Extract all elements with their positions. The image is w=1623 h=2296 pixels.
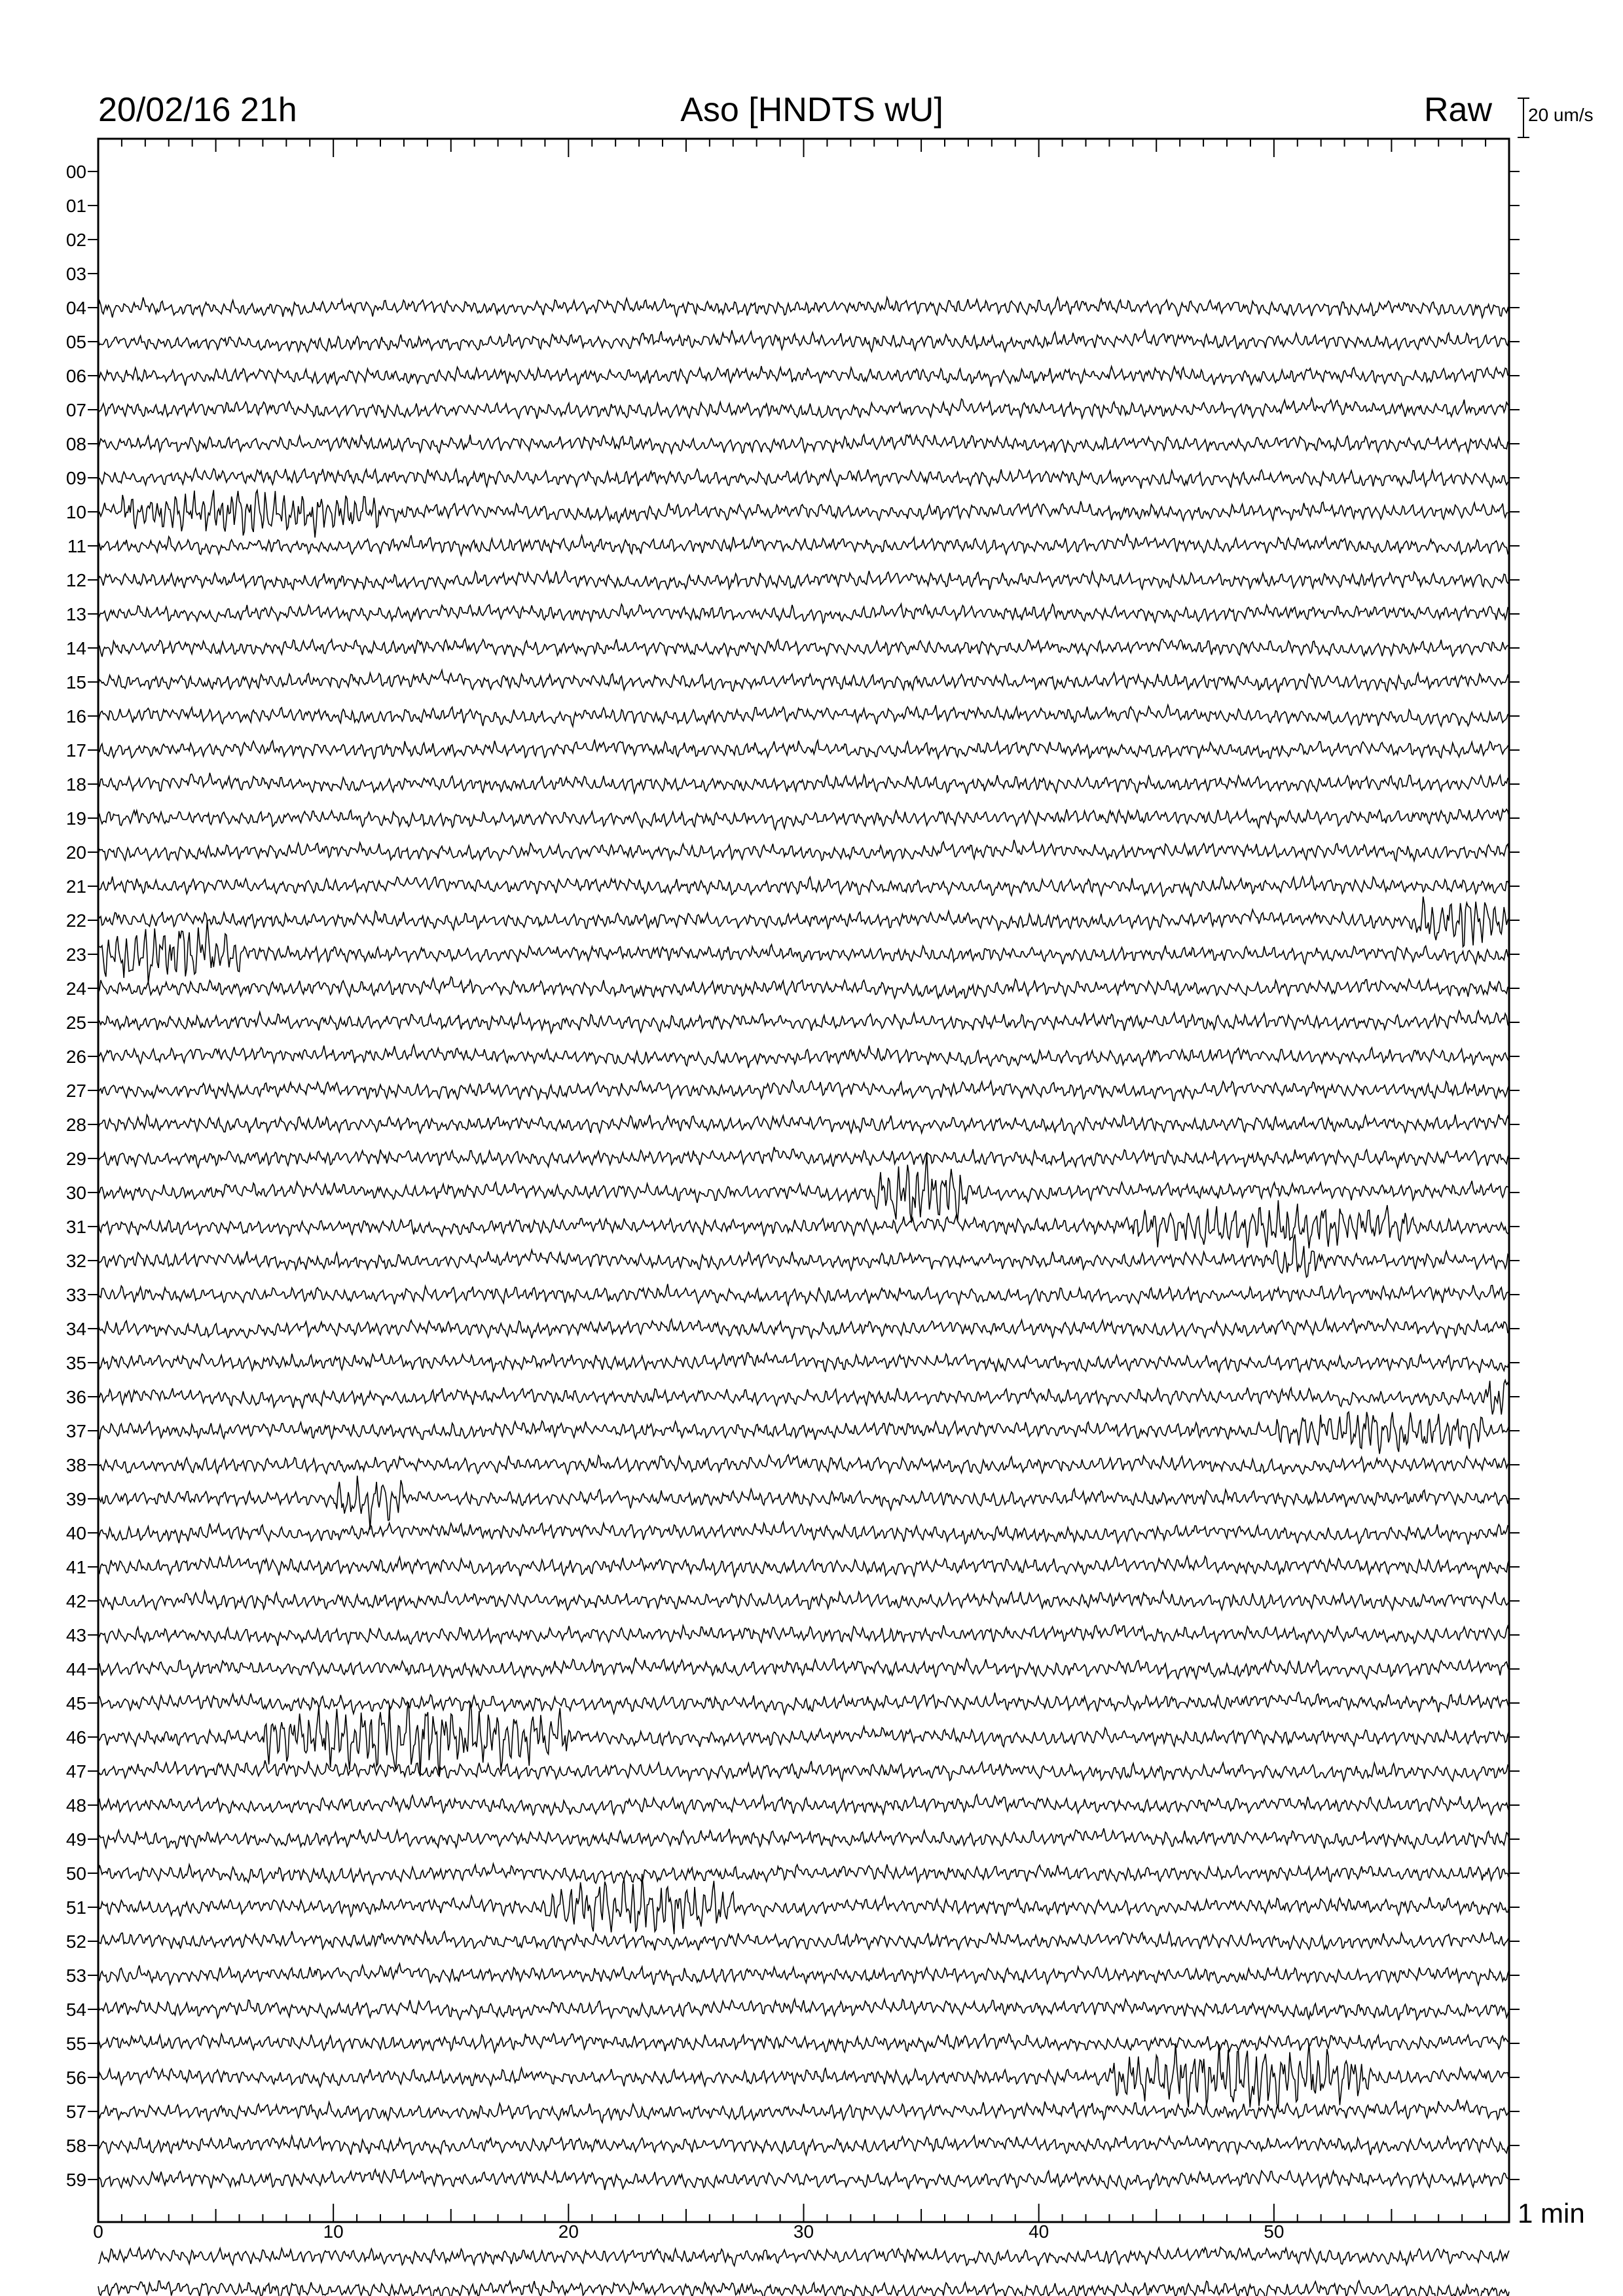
row-label: 34 xyxy=(65,1319,86,1339)
seismic-trace xyxy=(98,1522,1509,1545)
row-label: 36 xyxy=(65,1387,86,1407)
seismic-trace xyxy=(98,1829,1509,1849)
row-label: 47 xyxy=(65,1761,86,1782)
row-label: 44 xyxy=(65,1659,86,1679)
row-label: 09 xyxy=(65,468,86,488)
row-label: 12 xyxy=(65,570,86,590)
date-hour-label: 20/02/16 21h xyxy=(98,91,297,129)
seismic-trace xyxy=(98,2170,1509,2190)
x-tick-label: 30 xyxy=(793,2221,814,2242)
row-label: 55 xyxy=(65,2034,86,2054)
seismic-trace xyxy=(98,977,1509,998)
row-label: 02 xyxy=(65,230,86,250)
row-label: 28 xyxy=(65,1115,86,1135)
seismic-trace xyxy=(98,1081,1509,1101)
amplitude-scale-bar xyxy=(1518,98,1529,137)
seismic-trace xyxy=(98,1455,1509,1475)
row-label: 05 xyxy=(65,332,86,352)
seismic-trace xyxy=(98,1284,1509,1305)
seismic-trace xyxy=(98,1591,1509,1610)
row-label: 52 xyxy=(65,1931,86,1952)
seismic-trace xyxy=(98,1200,1509,1249)
row-label: 16 xyxy=(65,706,86,726)
seismic-trace xyxy=(98,2247,1509,2266)
seismic-trace xyxy=(98,1625,1509,1646)
row-label: 19 xyxy=(65,808,86,829)
seismic-trace xyxy=(98,533,1509,555)
seismic-trace xyxy=(98,876,1509,897)
seismic-trace xyxy=(98,897,1509,947)
row-label: 46 xyxy=(65,1727,86,1748)
row-label: 14 xyxy=(65,638,86,658)
x-tick-label: 40 xyxy=(1029,2221,1049,2242)
row-label: 32 xyxy=(65,1251,86,1271)
seismic-trace xyxy=(98,1556,1509,1579)
seismic-trace xyxy=(98,1319,1509,1338)
seismic-trace xyxy=(98,1045,1509,1067)
seismic-trace xyxy=(98,366,1509,387)
seismic-trace xyxy=(98,604,1509,623)
row-label: 23 xyxy=(65,944,86,965)
row-label: 50 xyxy=(65,1863,86,1884)
seismic-trace xyxy=(98,1874,1509,1934)
row-label: 35 xyxy=(65,1353,86,1373)
row-label: 03 xyxy=(65,264,86,284)
seismic-trace xyxy=(98,809,1509,829)
seismic-trace xyxy=(98,2043,1509,2108)
seismic-trace xyxy=(98,670,1509,693)
row-label: 17 xyxy=(65,740,86,761)
seismic-trace xyxy=(98,2136,1509,2155)
seismic-trace xyxy=(98,1658,1509,1679)
seismic-trace xyxy=(98,1380,1509,1415)
row-label: 13 xyxy=(65,604,86,624)
row-label: 10 xyxy=(65,502,86,522)
row-label: 29 xyxy=(65,1149,86,1169)
amplitude-scale-label: 20 um/s xyxy=(1528,105,1594,125)
row-label: 48 xyxy=(65,1795,86,1816)
row-label: 07 xyxy=(65,400,86,420)
seismic-trace xyxy=(98,331,1509,352)
row-label: 21 xyxy=(65,876,86,897)
station-title: Aso [HNDTS wU] xyxy=(680,91,943,129)
seismic-trace xyxy=(98,705,1509,726)
seismic-trace xyxy=(98,773,1509,794)
seismic-trace xyxy=(98,639,1509,657)
row-label: 51 xyxy=(65,1897,86,1918)
row-label: 58 xyxy=(65,2136,86,2156)
seismic-trace xyxy=(98,1115,1509,1134)
mode-label: Raw xyxy=(1423,91,1492,129)
seismic-trace xyxy=(98,1476,1509,1530)
row-label: 00 xyxy=(65,162,86,182)
row-label: 25 xyxy=(65,1013,86,1033)
seismic-trace xyxy=(98,1795,1509,1815)
seismic-trace xyxy=(98,435,1509,453)
seismic-trace xyxy=(98,571,1509,590)
row-label: 24 xyxy=(65,978,86,999)
row-label: 49 xyxy=(65,1829,86,1850)
x-tick-label: 50 xyxy=(1264,2221,1285,2242)
row-label: 06 xyxy=(65,366,86,386)
seismic-trace xyxy=(98,1011,1509,1033)
row-label: 37 xyxy=(65,1421,86,1441)
row-label: 22 xyxy=(65,910,86,931)
row-label: 56 xyxy=(65,2068,86,2088)
x-tick-label: 10 xyxy=(323,2221,344,2242)
plot-frame xyxy=(98,139,1509,2222)
row-label: 30 xyxy=(65,1183,86,1203)
seismic-trace xyxy=(98,1147,1509,1167)
row-label: 11 xyxy=(67,536,86,556)
row-label: 53 xyxy=(65,1965,86,1986)
row-label: 27 xyxy=(65,1081,86,1101)
row-label: 15 xyxy=(65,672,86,692)
seismic-trace xyxy=(98,1353,1509,1373)
x-unit-label: 1 min xyxy=(1518,2198,1585,2229)
seismic-trace xyxy=(98,2000,1509,2020)
row-label: 54 xyxy=(65,2000,86,2020)
row-label: 26 xyxy=(65,1047,86,1067)
row-label: 33 xyxy=(65,1285,86,1305)
row-label: 38 xyxy=(65,1455,86,1475)
row-label: 43 xyxy=(65,1625,86,1645)
seismic-trace xyxy=(98,1234,1509,1277)
row-label: 45 xyxy=(65,1693,86,1713)
seismic-trace xyxy=(98,490,1509,538)
seismic-trace xyxy=(98,2034,1509,2053)
row-label: 18 xyxy=(65,774,86,795)
row-label: 04 xyxy=(65,298,86,318)
seismic-trace xyxy=(98,1412,1509,1454)
row-label: 40 xyxy=(65,1523,86,1543)
seismic-trace xyxy=(98,1761,1509,1782)
x-tick-label: 20 xyxy=(558,2221,579,2242)
row-label: 42 xyxy=(65,1591,86,1611)
x-tick-label: 0 xyxy=(93,2221,103,2242)
seismic-trace xyxy=(98,1864,1509,1884)
row-label: 57 xyxy=(65,2102,86,2122)
seismic-trace xyxy=(98,840,1509,861)
seismic-trace xyxy=(98,920,1509,983)
seismic-trace xyxy=(98,1693,1509,1714)
row-label: 41 xyxy=(65,1557,86,1577)
row-label: 31 xyxy=(65,1217,86,1237)
seismic-trace xyxy=(98,1931,1509,1950)
seismic-trace xyxy=(98,740,1509,759)
row-label: 20 xyxy=(65,842,86,863)
seismic-trace xyxy=(98,297,1509,317)
seismic-trace xyxy=(98,2281,1509,2296)
row-label: 39 xyxy=(65,1489,86,1509)
row-label: 59 xyxy=(65,2170,86,2190)
seismic-trace xyxy=(98,1964,1509,1986)
seismic-trace xyxy=(98,399,1509,420)
seismic-trace xyxy=(98,469,1509,489)
seismic-trace xyxy=(98,2099,1509,2123)
row-label: 01 xyxy=(65,196,86,216)
row-label: 08 xyxy=(65,434,86,454)
